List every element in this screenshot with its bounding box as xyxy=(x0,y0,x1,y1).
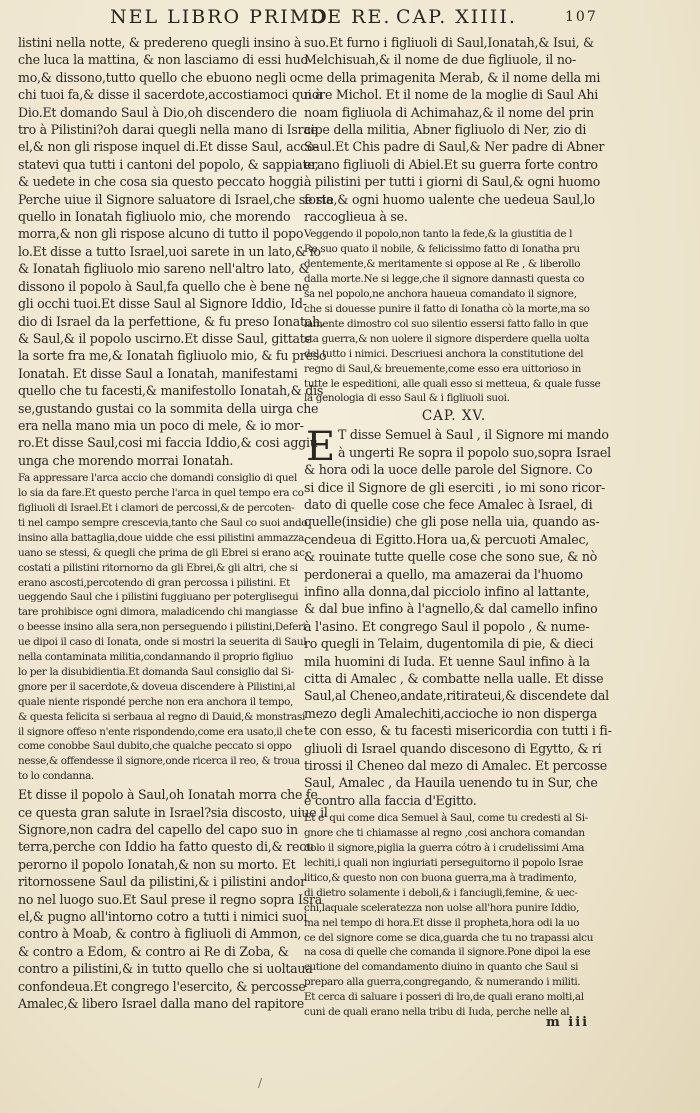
signature-mark: m iii xyxy=(546,1015,590,1030)
running-head xyxy=(110,6,700,34)
text-line: perdonerai a quello, ma amazerai da l'huomo xyxy=(304,566,583,582)
text-line: perorno il popolo Ionatah,& non su morto. Et xyxy=(18,856,296,872)
text-line: ce questa gran salute in Israel?sia discosto, uiue il xyxy=(18,804,328,820)
text-line: Saul,al Cheneo,andate,ritirateui,& discendete dal xyxy=(304,688,609,704)
text-line: tirossi il Cheneo dal mezo di Amalec. Et percosse xyxy=(304,758,608,774)
text-line: el,& pugno all'intorno cotro a tutti i nimici suoi xyxy=(18,909,308,925)
text-line: dalla morte.Ne si legge,che il signore dannasti questa co xyxy=(304,273,585,286)
text-line: na cosa di quelle che comanda il signore.Pone dipoi la ese xyxy=(304,946,591,959)
right-commentary-2 xyxy=(304,811,604,1020)
text-line: mezo degli Amalechiti,accioche io non disperga xyxy=(304,705,597,721)
text-line: Et e' qui come dica Semuel à Saul, come tu credesti al Si- xyxy=(304,812,588,825)
text-line: litico,& questo non con buona guerra,ma à tradimento, xyxy=(304,871,577,884)
text-line: Perche uiue il Signore saluatore di Israel,che se sia xyxy=(18,191,334,207)
text-line: chi tuoi fa,& disse il sacerdote,accostiamoci qui à xyxy=(18,87,323,103)
text-line: di dietro solamente i deboli,& i fanciugli,femine, & uec- xyxy=(304,886,578,899)
text-line: ro quegli in Telaim, dugentomila di pie, & dieci xyxy=(304,636,594,652)
text-line: come conobbe Saul dubito,che qualche peccato si oppo xyxy=(18,740,292,753)
text-line: cuni de quali erano nella tribu di Iuda, perche nelle al xyxy=(304,1006,570,1019)
text-line: dato di quelle cose che fece Amalec à Israel, di xyxy=(304,496,593,512)
text-line: raccoglieua à se. xyxy=(304,209,408,225)
left-commentary xyxy=(18,471,308,784)
right-column xyxy=(304,34,612,1020)
text-line: & Saul,& il popolo uscirno.Et disse Saul, gittate xyxy=(18,330,312,346)
text-line: tare prohibisce ogni dimora, maladicendo chi mangiasse xyxy=(18,606,298,619)
text-line: costati a pilistini ritornorno da gli Ebrei,& gli altri, che si xyxy=(18,561,298,574)
text-line: insino alla battaglia,doue uidde che essi pilistini ammazza xyxy=(18,531,305,544)
text-line: il signore offeso n'ente rispondendo,come era usato,il che xyxy=(18,725,303,738)
text-line: dissono il popolo à Saul,fa quello che è bene ne xyxy=(18,278,310,294)
text-line: nesse,& offendesse il signore,onde ricerca il reo, & troua xyxy=(18,755,300,768)
text-line: che si douesse punire il fatto di Ionatha cò la morte,ma so xyxy=(304,303,590,315)
text-line: era nella mano mia un poco di mele, & io mor- xyxy=(18,417,304,433)
text-line: Re suo quato il nobile, & felicissimo fatto di Ionatha pru xyxy=(304,243,580,256)
text-line: ce del signore come se dica,guarda che tu no trapassi alcu xyxy=(304,931,594,944)
text-line: & contro a Edom, & contro ai Re di Zoba, & xyxy=(18,943,289,959)
text-line: lo sia da fare.Et questo perche l'arca in quel tempo era co xyxy=(18,487,304,500)
text-line: che luca la mattina, & non lasciamo di essi huo xyxy=(18,52,308,68)
text-line: to lo condanna. xyxy=(18,770,94,783)
text-line: ro.Et disse Saul,cosi mi faccia Iddio,& cosi aggiu xyxy=(18,435,318,451)
text-line: contro à Moab, & contro à figliuoli di Ammon, xyxy=(18,926,302,942)
text-line: me della primagenita Merab, & il nome della mi xyxy=(304,69,601,85)
text-line: quelle(insidie) che gli pose nella uia, quando as- xyxy=(304,514,600,530)
text-line: quello che tu facesti,& manifestollo Ionatah,& dis xyxy=(18,383,324,399)
text-line: chi,laquale sceleratezza non uolse all'hora punire Iddio, xyxy=(304,901,579,914)
text-line: à pilistini per tutti i giorni di Saul,& ogni huomo xyxy=(304,174,601,190)
left-column xyxy=(18,34,334,1012)
text-line: erano figliuoli di Abiel.Et su guerra forte contro xyxy=(304,156,598,172)
text-line: listini nella notte, & predereno quegli insino à xyxy=(18,35,302,50)
chapter-heading: CAP. XV. xyxy=(421,408,487,425)
text-line: regno di Saul,& breuemente,come esso era uittorioso in xyxy=(304,362,581,375)
running-head-title: NEL LIBRO PRIMO xyxy=(110,6,329,28)
text-line: Melchisuah,& il nome de due figliuole, il no- xyxy=(304,52,577,68)
drop-cap: E xyxy=(306,424,336,471)
text-line: dio di Israel da la perfettione, & fu preso Ionatah, xyxy=(18,313,324,329)
text-line: cendeua di Egitto.Hora ua,& percuoti Amalec, xyxy=(304,531,590,547)
text-line: citta di Amalec , & combatte nella ualle. Et disse xyxy=(304,671,604,687)
text-line: preparo alla guerra,congregando, & numerando i militi. xyxy=(304,976,581,989)
text-line: & uedete in che cosa sia questo peccato hoggi. xyxy=(18,174,308,190)
text-line: ritornossene Saul da pilistini,& i pilistini andor xyxy=(18,874,306,890)
text-line: Saul.Et Chis padre di Saul,& Ner padre di Abner xyxy=(304,139,605,155)
text-line: & rouinate tutte quelle cose che sono sue, & nò xyxy=(304,549,598,565)
text-line: infino alla donna,dal picciolo infino al lattante, xyxy=(304,584,590,599)
text-line: Et disse il popolo à Saul,oh Ionatah morra che fe xyxy=(18,787,318,803)
text-line: à ungerti Re sopra il popolo suo,sopra Israel xyxy=(338,444,611,460)
text-line: Et cerca di saluare i posseri di lro,de quali erano molti,al xyxy=(304,991,584,1004)
text-line: è contro alla faccia d'Egitto. xyxy=(304,792,477,808)
text-line: forte,& ogni huomo ualente che uedeua Saul,lo xyxy=(304,191,595,207)
text-line: gnore per il sacerdote,& doveua discendere à Pilistini,al xyxy=(18,680,296,693)
text-line: sa nel popolo,ne anchora haueua comandato il signore, xyxy=(304,288,577,301)
text-line: Amalec,& libero Israel dalla mano del rapitore xyxy=(18,996,304,1012)
text-line: Ionatah. Et disse Saul a Ionatah, manifestami xyxy=(18,365,298,381)
text-line: terra,perche con Iddio ha fatto questo di,& recu xyxy=(18,839,314,855)
text-line: del tutto i nimici. Descriuesi anchora la constitutione del xyxy=(304,347,584,360)
text-line: figliuoli di Israel.Et i clamori de percossi,& de percoten- xyxy=(18,501,295,514)
text-line: gli occhi tuoi.Et disse Saul al Signore Iddio, Id- xyxy=(18,296,307,312)
text-line: te con esso, & tu facesti misericordia con tutti i fi- xyxy=(304,723,612,739)
text-line: Fa appressare l'arca accio che domandi consiglio di quel xyxy=(18,472,297,485)
text-line: el,& non gli rispose inquel di.Et disse Saul, acco- xyxy=(18,139,319,155)
text-line: sta guerra,& non uolere il signore disperdere quella uolta xyxy=(304,332,590,345)
text-line: erano ascosti,percotendo di gran percossa i pilistini. Et xyxy=(18,576,290,589)
text-line: Veggendo il popolo,non tanto la fede,& la giustitia de l xyxy=(304,228,573,241)
text-line: se,gustando gustai co la sommita della uirga che xyxy=(18,400,319,416)
text-line: noam figliuola di Achimahaz,& il nome del prin xyxy=(304,104,594,120)
text-line: T disse Semuel à Saul , il Signore mi mando xyxy=(338,427,609,443)
text-line: suo.Et furno i figliuoli di Saul,Ionatah,& Isui, & xyxy=(304,35,595,50)
text-line: contro a pilistini,& in tutto quello che si uoltaua xyxy=(18,961,313,977)
text-line: cipe della militia, Abner figliuolo di Ner, zio di xyxy=(304,122,587,138)
text-line: uano se stessi, & quegli che prima de gli Ebrei si erano ac- xyxy=(18,546,308,559)
text-line: o beesse insino alla sera,non perseguendo i pilistini,Deferi xyxy=(18,621,306,634)
text-line: ue dipoi il caso di Ionata, onde si mostri la seuerita di Saul xyxy=(18,636,307,649)
text-line: morra,& non gli rispose alcuno di tutto il popo xyxy=(18,226,304,242)
text-line: nore Michol. Et il nome de la moglie di Saul Ahi xyxy=(304,87,599,103)
text-line: nella contaminata militia,condannando il proprio figliuo xyxy=(18,651,293,664)
text-line: lamente dimostro col suo silentio essersi fatto fallo in que xyxy=(304,317,589,330)
right-commentary xyxy=(304,227,604,406)
text-line: & Ionatah figliuolo mio sareno nell'altro lato, & xyxy=(18,261,310,277)
text-line: ueggendo Saul che i pilistini fuggiuano per poterglisegui xyxy=(18,591,299,604)
left-main-text xyxy=(18,34,334,469)
text-line: lechiti,i quali non ingiuriati perseguitorno il popolo Israe xyxy=(304,857,584,869)
text-line: Dio.Et domando Saul à Dio,oh discendero die xyxy=(18,104,297,120)
text-line: lo per la disubidientia.Et domanda Saul consiglio dal Si- xyxy=(18,665,294,678)
text-line: gnore che ti chiamasse al regno ,cosi anchora comandan xyxy=(304,827,585,840)
text-line: statevi qua tutti i cantoni del popolo, & sappiate, xyxy=(18,156,319,172)
left-final-text xyxy=(18,786,328,1012)
text-line: & hora odi la uoce delle parole del Signore. Co xyxy=(304,462,593,478)
text-line: si dice il Signore de gli eserciti , io mi sono ricor- xyxy=(304,479,606,495)
text-line: dolo il signore,piglia la guerra cótro à i crudelissimi Ama xyxy=(304,842,585,855)
text-line: mo,& dissono,tutto quello che ebuono negli oc xyxy=(18,69,304,85)
text-line: gliuoli di Israel quando discesono di Egytto, & ri xyxy=(304,740,602,756)
page-number: 107 xyxy=(565,9,598,25)
text-line: lo.Et disse a tutto Israel,uoi sarete in un lato,& io xyxy=(18,243,321,259)
text-line: quale niente rispondé perche non era anchora il tempo, xyxy=(18,695,293,708)
right-main-text xyxy=(304,34,604,225)
text-line: à l'asino. Et congrego Saul il popolo , & nume- xyxy=(304,618,590,634)
text-line: no nel luogo suo.Et Saul prese il regno sopra Isra xyxy=(18,891,322,907)
running-head-book: DE RE. xyxy=(310,6,392,28)
text-line: Saul, Amalec , da Hauila uenendo tu in Sur, che xyxy=(304,775,598,791)
text-line: dentemente,& meritamente si oppose al Re , & liberollo xyxy=(304,258,581,271)
chapter-opening xyxy=(304,424,612,809)
text-line: cutione del comandamento diuino in quanto che Saul si xyxy=(304,961,579,974)
text-line: tutte le espeditioni, alle quali esso si metteua, & quale fusse xyxy=(304,377,601,390)
text-line: ti nel campo sempre crescevia,tanto che Saul co suoi ando xyxy=(18,516,308,529)
text-line: la sorte fra me,& Ionatah figliuolo mio, & fu preso xyxy=(18,348,327,364)
text-line: la genologia di esso Saul & i figliuoli suoi. xyxy=(304,392,510,405)
text-line: tro à Pilistini?oh darai quegli nella mano di Israe xyxy=(18,122,318,138)
text-line: unga che morendo morrai Ionatah. xyxy=(18,452,234,468)
stray-mark: / xyxy=(258,1076,263,1090)
text-line: Signore,non cadra del capello del capo suo in xyxy=(18,822,298,837)
text-line: & questa felicita si serbaua al regno di Dauid,& monstrasi xyxy=(18,710,305,723)
text-line: mila huomini di Iuda. Et uenne Saul infino à la xyxy=(304,653,590,669)
text-line: quello in Ionatah figliuolo mio, che morendo xyxy=(18,209,291,225)
running-head-chapter: CAP. XIIII. xyxy=(396,6,517,28)
text-line: confondeua.Et congrego l'esercito, & percosse xyxy=(18,978,306,994)
text-line: & dal bue infino à l'agnello,& dal camello infino xyxy=(304,601,598,617)
text-line: ma nel tempo di hora.Et disse il propheta,hora odi la uo xyxy=(304,916,580,929)
